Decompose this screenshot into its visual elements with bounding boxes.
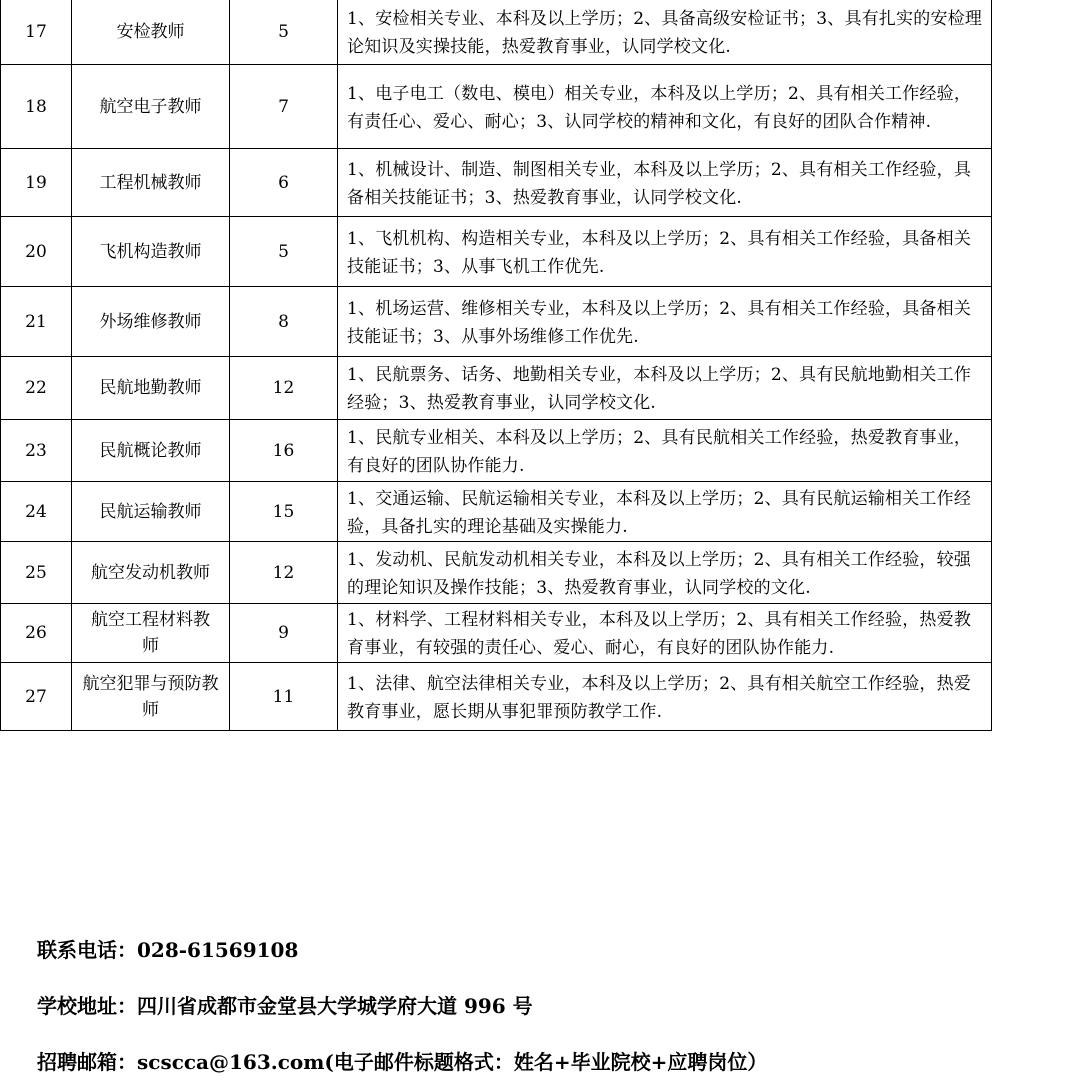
headcount: 15 xyxy=(230,482,338,542)
row-number: 22 xyxy=(1,357,72,420)
table-row xyxy=(1,357,992,420)
requirements: 1、飞机机构、构造相关专业，本科及以上学历；2、具有相关工作经验，具备相关技能证书；3、从事飞机工作优先. xyxy=(338,217,992,287)
requirements: 1、电子电工（数电、模电）相关专业，本科及以上学历；2、具有相关工作经验，有责任心、爱心、耐心；3、认同学校的精神和文化，有良好的团队合作精神. xyxy=(338,65,992,149)
row-number: 19 xyxy=(1,149,72,217)
headcount: 8 xyxy=(230,287,338,357)
headcount: 6 xyxy=(230,149,338,217)
position-name: 飞机构造教师 xyxy=(72,217,230,287)
headcount: 11 xyxy=(230,663,338,731)
position-name: 工程机械教师 xyxy=(72,149,230,217)
requirements: 1、机械设计、制造、制图相关专业，本科及以上学历；2、具有相关工作经验，具备相关技能证书；3、热爱教育事业，认同学校文化. xyxy=(338,149,992,217)
requirements: 1、民航专业相关、本科及以上学历；2、具有民航相关工作经验，热爱教育事业，有良好的团队协作能力. xyxy=(338,420,992,482)
position-name: 民航概论教师 xyxy=(72,420,230,482)
row-number: 20 xyxy=(1,217,72,287)
position-name: 民航运输教师 xyxy=(72,482,230,542)
position-name: 航空电子教师 xyxy=(72,65,230,149)
phone-label: 联系电话： xyxy=(37,938,137,962)
requirements: 1、发动机、民航发动机相关专业，本科及以上学历；2、具有相关工作经验，较强的理论知识及操作技能；3、热爱教育事业，认同学校的文化. xyxy=(338,542,992,604)
table-row xyxy=(1,287,992,357)
row-number: 26 xyxy=(1,604,72,663)
contact-address xyxy=(37,990,533,1019)
position-name: 航空工程材料教师 xyxy=(72,604,230,663)
requirements: 1、机场运营、维修相关专业，本科及以上学历；2、具有相关工作经验，具备相关技能证书；3、从事外场维修工作优先. xyxy=(338,287,992,357)
email-label: 招聘邮箱： xyxy=(37,1050,137,1074)
headcount: 5 xyxy=(230,217,338,287)
table-row xyxy=(1,217,992,287)
requirements: 1、交通运输、民航运输相关专业，本科及以上学历；2、具有民航运输相关工作经验，具备扎实的理论基础及实操能力. xyxy=(338,482,992,542)
headcount: 7 xyxy=(230,65,338,149)
row-number: 25 xyxy=(1,542,72,604)
email-text: scscca@163.com(电子邮件标题格式：姓名+毕业院校+应聘岗位） xyxy=(137,1050,768,1074)
table-row xyxy=(1,420,992,482)
headcount: 9 xyxy=(230,604,338,663)
row-number: 18 xyxy=(1,65,72,149)
contact-email xyxy=(37,1046,767,1075)
row-number: 17 xyxy=(1,0,72,65)
position-name: 安检教师 xyxy=(72,0,230,65)
headcount: 16 xyxy=(230,420,338,482)
table-row xyxy=(1,65,992,149)
row-number: 24 xyxy=(1,482,72,542)
headcount: 12 xyxy=(230,542,338,604)
contact-phone xyxy=(37,934,298,963)
address-text: 四川省成都市金堂县大学城学府大道 996 号 xyxy=(137,994,533,1018)
table-row xyxy=(1,542,992,604)
table-row xyxy=(1,663,992,731)
row-number: 23 xyxy=(1,420,72,482)
requirements: 1、材料学、工程材料相关专业，本科及以上学历；2、具有相关工作经验，热爱教育事业，有较强的责任心、爱心、耐心，有良好的团队协作能力. xyxy=(338,604,992,663)
requirements: 1、安检相关专业、本科及以上学历；2、具备高级安检证书；3、具有扎实的安检理论知识及实操技能，热爱教育事业，认同学校文化. xyxy=(338,0,992,65)
row-number: 21 xyxy=(1,287,72,357)
table-row xyxy=(1,0,992,65)
position-name: 民航地勤教师 xyxy=(72,357,230,420)
phone-number: 028-61569108 xyxy=(137,938,299,962)
requirements: 1、民航票务、话务、地勤相关专业，本科及以上学历；2、具有民航地勤相关工作经验；3、热爱教育事业，认同学校文化. xyxy=(338,357,992,420)
row-number: 27 xyxy=(1,663,72,731)
position-name: 航空发动机教师 xyxy=(72,542,230,604)
requirements: 1、法律、航空法律相关专业，本科及以上学历；2、具有相关航空工作经验，热爱教育事业，愿长期从事犯罪预防教学工作. xyxy=(338,663,992,731)
table-row xyxy=(1,482,992,542)
headcount: 5 xyxy=(230,0,338,65)
table-row xyxy=(1,149,992,217)
position-name: 外场维修教师 xyxy=(72,287,230,357)
headcount: 12 xyxy=(230,357,338,420)
position-name: 航空犯罪与预防教师 xyxy=(72,663,230,731)
table-row xyxy=(1,604,992,663)
address-label: 学校地址： xyxy=(37,994,137,1018)
